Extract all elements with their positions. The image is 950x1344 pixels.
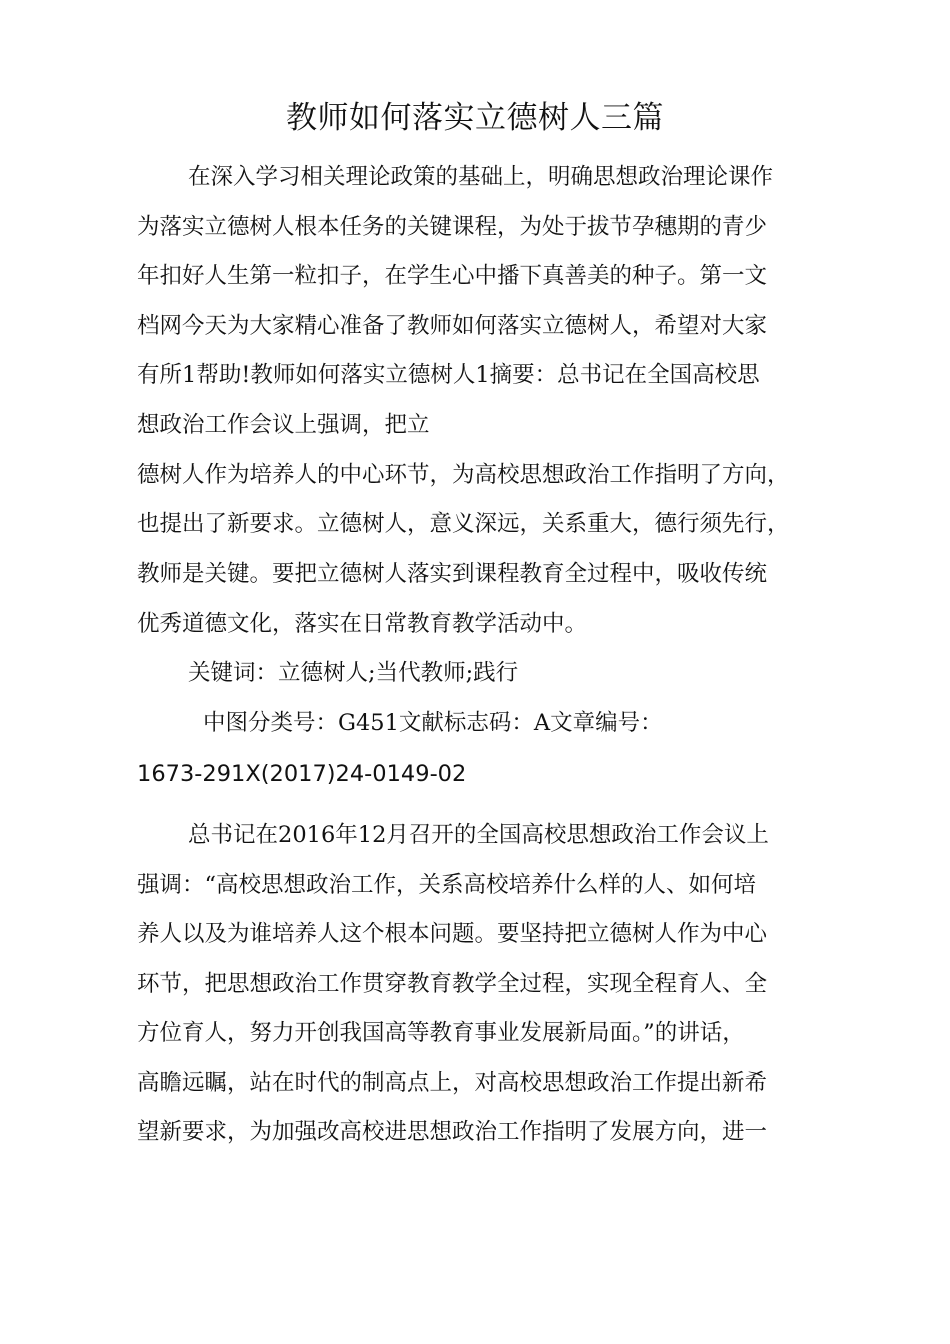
paragraph-line: 档网今天为大家精心准备了教师如何落实立德树人，希望对大家 xyxy=(137,313,768,339)
paragraph-line: 高瞻远瞩，站在时代的制高点上，对高校思想政治工作提出新希 xyxy=(137,1070,768,1096)
keywords-line: 关键词：立德树人;当代教师;践行 xyxy=(188,660,519,686)
paragraph-line: 也提出了新要求。立德树人，意义深远，关系重大，德行须先行， xyxy=(137,511,790,537)
paragraph-line: 想政治工作会议上强调，把立 xyxy=(137,412,430,438)
paragraph-line: 为落实立德树人根本任务的关键课程，为处于拔节孕穗期的青少 xyxy=(137,214,768,240)
paragraph-line: 望新要求，为加强改高校进思想政治工作指明了发展方向，进一 xyxy=(137,1119,768,1145)
article-number-line: 1673-291X(2017)24-0149-02 xyxy=(137,761,467,787)
paragraph-line: 年扣好人生第一粒扣子，在学生心中播下真善美的种子。第一文 xyxy=(137,263,768,289)
document-title: 教师如何落实立德树人三篇 xyxy=(286,100,664,136)
classification-line: 中图分类号：G451文献标志码：A文章编号： xyxy=(203,710,663,736)
paragraph-line: 养人以及为谁培养人这个根本问题。要坚持把立德树人作为中心 xyxy=(137,921,768,947)
paragraph-line: 总书记在2016年12月召开的全国高校思想政治工作会议上 xyxy=(188,822,769,848)
paragraph-line: 德树人作为培养人的中心环节，为高校思想政治工作指明了方向， xyxy=(137,462,790,488)
paragraph-line: 优秀道德文化，落实在日常教育教学活动中。 xyxy=(137,611,588,637)
paragraph-line: 教师是关键。要把立德树人落实到课程教育全过程中，吸收传统 xyxy=(137,561,768,587)
paragraph-line: 方位育人，努力开创我国高等教育事业发展新局面。”的讲话， xyxy=(137,1020,745,1046)
paragraph-line: 强调：“高校思想政治工作，关系高校培养什么样的人、如何培 xyxy=(137,872,757,898)
paragraph-line: 在深入学习相关理论政策的基础上，明确思想政治理论课作 xyxy=(188,164,774,190)
paragraph-line: 有所1帮助!教师如何落实立德树人1摘要：总书记在全国高校思 xyxy=(137,362,760,388)
paragraph-line: 环节，把思想政治工作贯穿教育教学全过程，实现全程育人、全 xyxy=(137,971,768,997)
